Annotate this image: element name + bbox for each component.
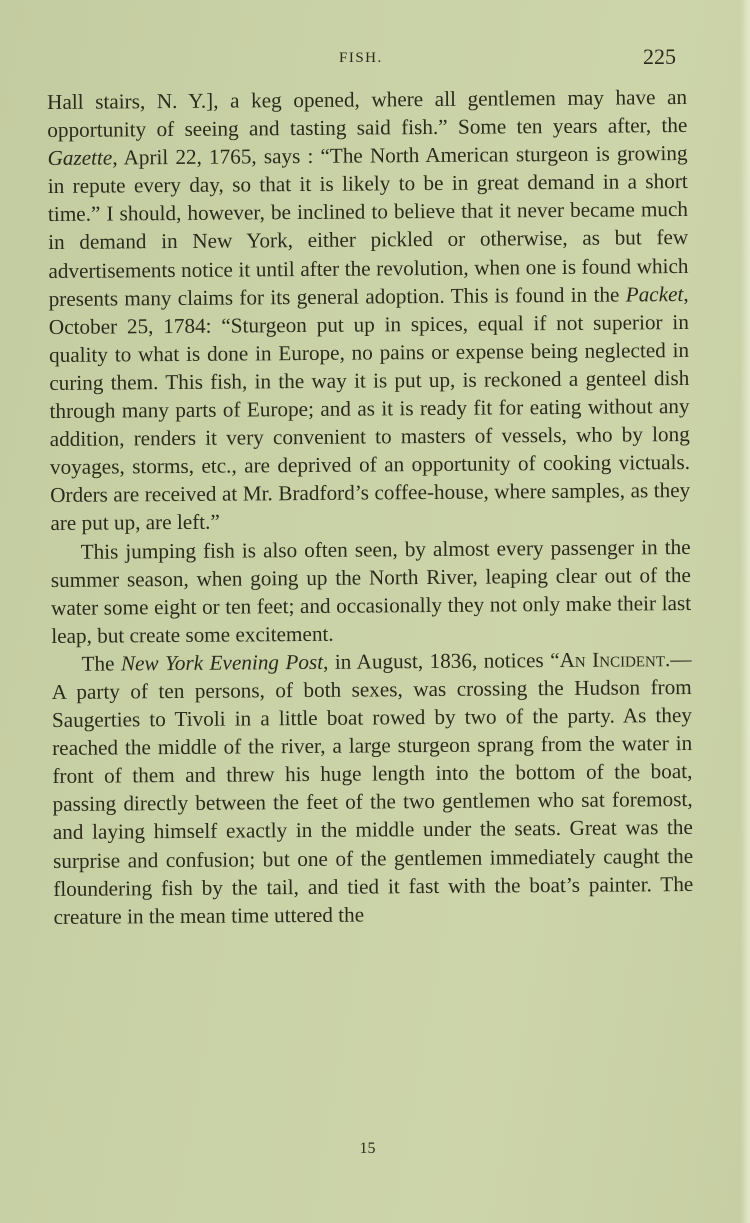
italic-title-packet: Packet	[625, 281, 684, 307]
small-caps-heading: An Incident	[559, 647, 666, 672]
body-text	[47, 83, 694, 931]
text-segment: , in August, 1836, notices “	[322, 647, 560, 674]
text-segment: The	[81, 651, 122, 676]
text-segment: , April 22, 1765, says : “The North American sturgeon is growing in repute every day, so that it is likely to be in great demand in a short time.” I should, however, be inclined to believe that it never became much in demand in New York, either pickled or otherwise, as but few advertisements notice it until after the revolution, when one is found which presents many claims for its general adoption. This is found in the	[47, 141, 689, 311]
text-segment: , October 25, 1784: “Sturgeon put up in spices, equal if not superior in quality to what is done in Europe, no pains or expense being neglected in curing them. This fish, in the way it is put up, is reckoned a genteel dish through many parts of Europe; and as it is ready fit for eating without any addition, renders it very convenient to masters of vessels, who by long voyages, storms, etc., are deprived of an opportunity of cooking victuals. Orders are received at Mr. Bradford’s coffee-house, where samples, as they are put up, are left.”	[48, 281, 691, 536]
italic-title-gazette: Gazette	[47, 145, 113, 171]
text-segment: Hall stairs, N. Y.], a keg opened, where all gentlemen may have an opportunity of seeing and tasting said fish.” Some ten years after, the	[47, 84, 688, 143]
text-segment: .—A party of ten persons, of both sexes, was crossing the Hudson from Saugerties to Tivoli in a little boat rowed by two of the party. As they reached the middle of the river, a large sturgeon sprang from the water in front of them and threw his huge length into the bottom of the boat, passing directly between the feet of the two gentlemen who sat foremost, and laying himself exactly in the middle under the seats. Great was the surprise and confusion; but one of the gentlemen immediately caught the floundering fish by the tail, and tied it fast with the boat’s painter. The creature in the mean time uttered the	[51, 646, 694, 929]
page-number: 225	[643, 44, 676, 69]
paragraph-3	[51, 645, 693, 931]
running-title: FISH.	[339, 50, 383, 66]
paragraph-1	[47, 83, 691, 538]
signature-mark: 15	[359, 1140, 376, 1157]
paragraph-2: This jumping fish is also often seen, by almost every passenger in the summer season, when going up the North River, leaping clear out of the water some eight or ten feet; and occasionally they not only make their last leap, but create some excitement.	[50, 534, 692, 648]
italic-title-evening-post: New York Evening Post	[120, 649, 324, 676]
running-header	[0, 44, 750, 74]
